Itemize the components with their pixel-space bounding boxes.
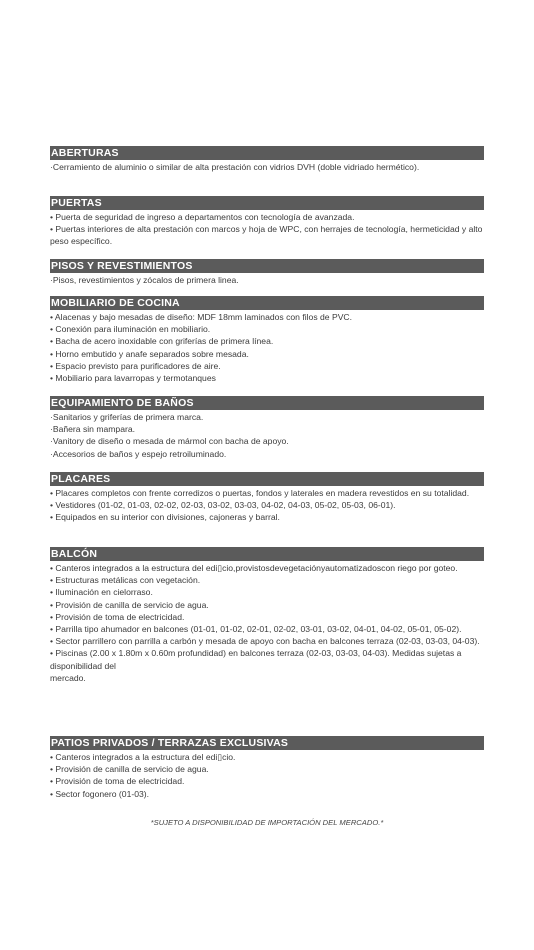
list-item: • Vestidores (01-02, 01-03, 02-02, 02-03, 03-02, 03-03, 04-02, 04-03, 05-02, 05-03, 06-01). (50, 500, 396, 511)
list-item: • Canteros integrados a la estructura del edi▯cio. (50, 752, 236, 762)
list-item: • Horno embutido y anafe separados sobre mesada. (50, 348, 249, 359)
list-item: • Puertas interiores de alta prestación con marcos y hoja de WPC, con herrajes de tecnología, hermeticidad y alto peso específico. (50, 224, 483, 247)
list-item: • Espacio previsto para purificadores de aire. (50, 360, 221, 371)
list-item: • Piscinas (2.00 x 1.80m x 0.60m profundidad) en balcones terraza (02-03, 03-03, 04-03). Medidas sujetas a disponibilidad del (50, 648, 462, 671)
section-items (50, 750, 484, 800)
list-item: • Provisión de canilla de servicio de agua. (50, 599, 209, 610)
section-header: PLACARES (50, 472, 484, 486)
section-header: PATIOS PRIVADOS / TERRAZAS EXCLUSIVAS (50, 736, 484, 750)
list-item: • Parrilla tipo ahumador en balcones (01-01, 01-02, 02-01, 02-02, 03-01, 03-02, 04-01, 04-02, 05-01, 05-02). (50, 624, 462, 635)
list-item: • Provisión de toma de electricidad. (50, 776, 185, 787)
list-item: • Provisión de canilla de servicio de agua. (50, 764, 209, 775)
list-item: ·Accesorios de baños y espejo retroiluminado. (50, 448, 227, 459)
section-balcon (50, 547, 484, 684)
list-item: ·Bañera sin mampara. (50, 424, 136, 435)
section-items (50, 160, 484, 173)
section-puertas (50, 196, 484, 248)
section-placares (50, 472, 484, 524)
list-item: • Mobiliario para lavarropas y termotanques (50, 373, 216, 384)
list-item: • Canteros integrados a la estructura del edi▯cio,provistosdevegetaciónyautomatizadoscon riego por goteo. (50, 563, 458, 573)
list-item: • Placares completos con frente corredizos o puertas, fondos y laterales en madera revestidos en su totalidad. (50, 488, 470, 498)
section-header: PISOS Y REVESTIMIENTOS (50, 259, 484, 273)
list-item: ·Vanitory de diseño o mesada de mármol con bacha de apoyo. (50, 436, 289, 447)
section-items (50, 410, 484, 460)
list-item: • Conexión para iluminación en mobiliario. (50, 324, 211, 335)
section-header: BALCÓN (50, 547, 484, 561)
footnote: *SUJETO A DISPONIBILIDAD DE IMPORTACIÓN DEL MERCADO.* (150, 818, 384, 827)
list-item: • Sector fogonero (01-03). (50, 788, 150, 799)
list-item: ·Sanitarios y griferías de primera marca. (50, 412, 204, 422)
section-items (50, 310, 484, 384)
section-equipamiento-de-banos (50, 396, 484, 460)
section-items (50, 273, 484, 286)
list-item: • Bacha de acero inoxidable con griferías de primera línea. (50, 336, 274, 347)
list-item: • Iluminación en cielorraso. (50, 587, 153, 598)
list-item: • Puerta de seguridad de ingreso a departamentos con tecnología de avanzada. (50, 212, 355, 222)
section-items (50, 486, 484, 524)
list-item: mercado. (50, 672, 86, 683)
section-aberturas (50, 146, 484, 173)
list-item: • Estructuras metálicas con vegetación. (50, 575, 201, 586)
section-header: ABERTURAS (50, 146, 484, 160)
section-header: PUERTAS (50, 196, 484, 210)
section-header: MOBILIARIO DE COCINA (50, 296, 484, 310)
list-item: • Sector parrillero con parrilla a carbón y mesada de apoyo con bacha en balcones terraza (02-03, 03-03, 04-03). (50, 636, 480, 647)
section-header: EQUIPAMIENTO DE BAÑOS (50, 396, 484, 410)
section-items (50, 561, 484, 684)
section-mobiliario-de-cocina (50, 296, 484, 384)
list-item: • Alacenas y bajo mesadas de diseño: MDF 18mm laminados con filos de PVC. (50, 312, 353, 322)
section-patios-privados-terrazas-exclusivas (50, 736, 484, 800)
list-item: • Provisión de toma de electricidad. (50, 611, 185, 622)
section-items (50, 210, 484, 248)
list-item: ·Cerramiento de aluminio o similar de alta prestación con vidrios DVH (doble vidriado hermético). (50, 162, 420, 172)
list-item: • Equipados en su interior con divisiones, cajoneras y barral. (50, 512, 280, 523)
list-item: ·Pisos, revestimientos y zócalos de primera linea. (50, 275, 239, 285)
section-pisos-y-revestimientos (50, 259, 484, 286)
